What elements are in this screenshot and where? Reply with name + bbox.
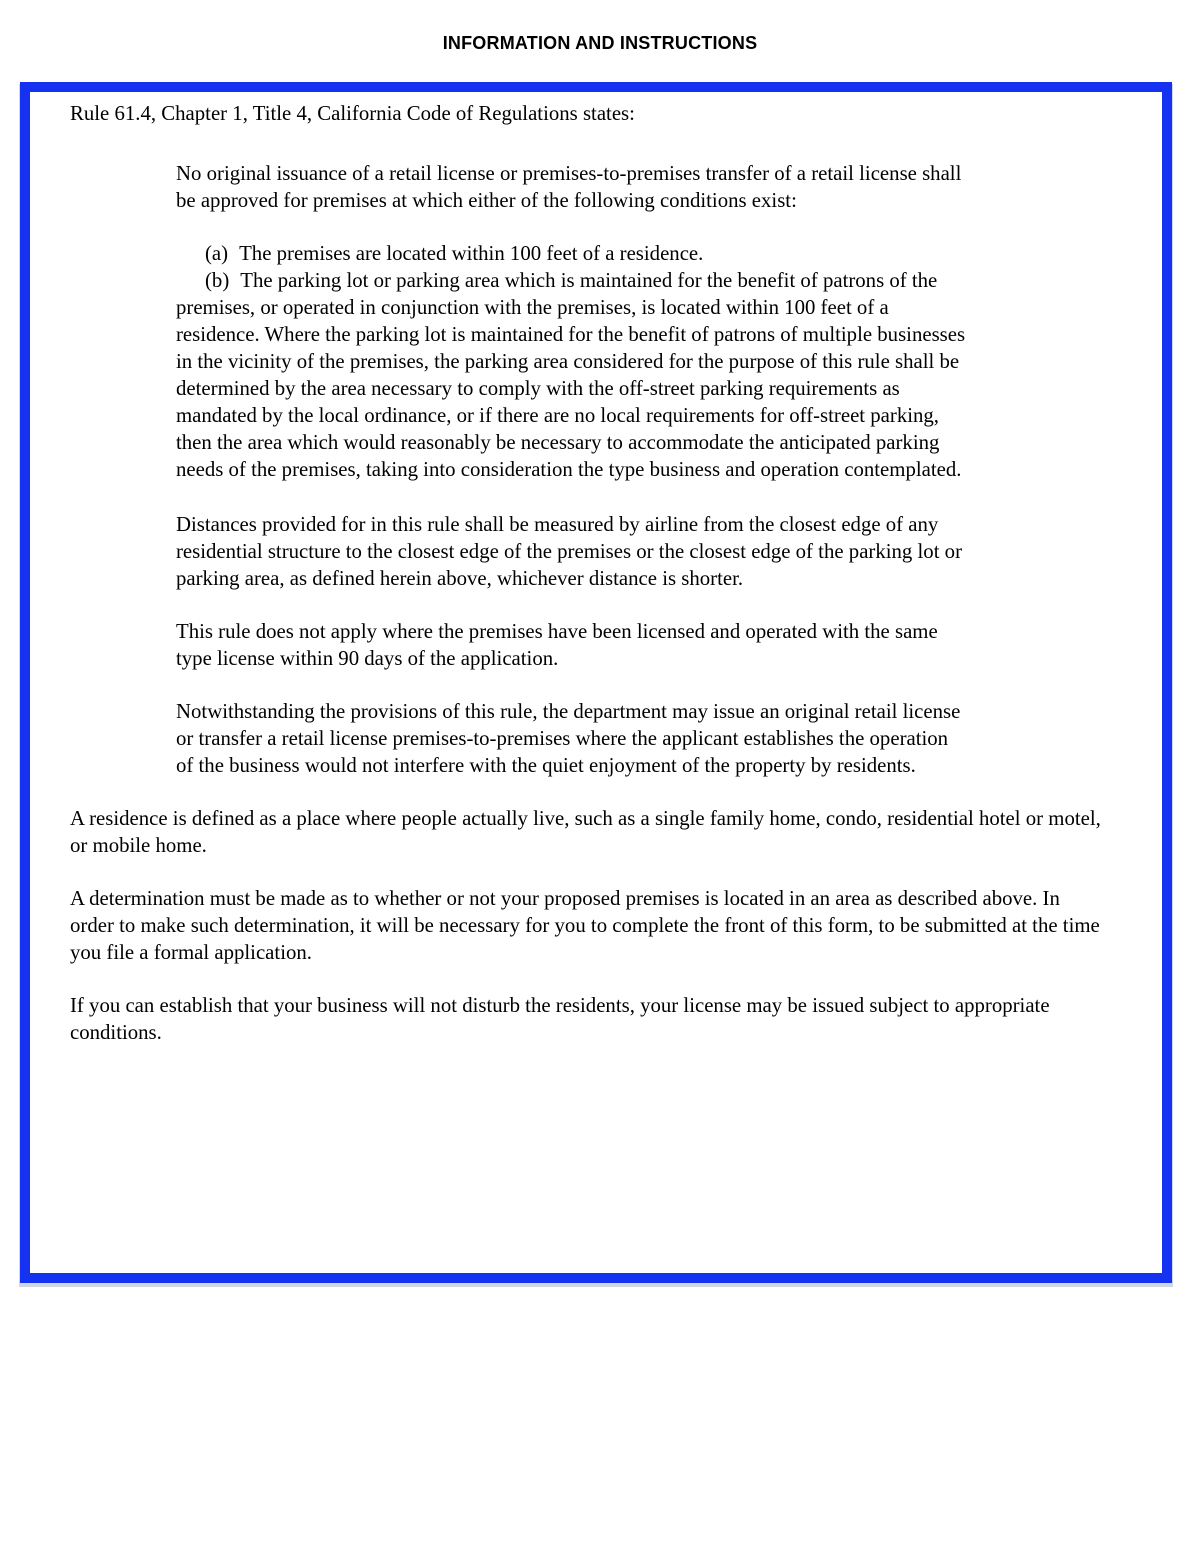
- conditions-paragraph: If you can establish that your business will not disturb the residents, your license may be issued subject to appropriate conditions.: [70, 994, 1050, 1044]
- exception-paragraph: This rule does not apply where the premises have been licensed and operated with the same type license within 90 days of the application.: [176, 620, 938, 670]
- rule-item-b-text: The parking lot or parking area which is maintained for the benefit of patrons of the premises, or operated in conjunction with the premises, is located within 100 feet of a residence. Where the parking lot is maintained for the benefit of patrons of multiple businesses in the vicinity of the premises, the parking area considered for the purpose of this rule shall be determined by the area necessary to comply with the off-street parking requirements as mandated by the local ordinance, or if there are no local requirements for off-street parking, then the area which would reasonably be necessary to accommodate the anticipated parking needs of the premises, taking into consideration the type business and operation contemplated.: [176, 269, 966, 481]
- rule-intro: Rule 61.4, Chapter 1, Title 4, California Code of Regulations states:: [70, 102, 635, 125]
- determination-paragraph: A determination must be made as to whether or not your proposed premises is located in an area as described above. In order to make such determination, it will be necessary for you to complete the front of this form, to be submitted at the time you file a formal application.: [70, 887, 1100, 964]
- rule-item-a-text: The premises are located within 100 feet of a residence.: [239, 242, 704, 265]
- rule-items: [176, 240, 1106, 483]
- page-title: INFORMATION AND INSTRUCTIONS: [442, 33, 758, 53]
- residence-definition-paragraph: A residence is defined as a place where people actually live, such as a single family home, condo, residential hotel or motel, or mobile home.: [70, 807, 1101, 857]
- rule-item-b: [176, 267, 968, 483]
- quoted-rule-block: [176, 160, 1106, 779]
- measurement-paragraph: Distances provided for in this rule shall be measured by airline from the closest edge of any residential structure to the closest edge of the premises or the closest edge of the parking lot or parking area, as defined herein above, whichever distance is shorter.: [176, 513, 962, 590]
- notwithstanding-paragraph: Notwithstanding the provisions of this rule, the department may issue an original retail license or transfer a retail license premises-to-premises where the applicant establishes the operation of the business would not interfere with the quiet enjoyment of the property by residents.: [176, 700, 961, 777]
- rule-item-a-label: (a): [205, 242, 229, 265]
- rule-opening-paragraph: No original issuance of a retail license or premises-to-premises transfer of a retail license shall be approved for premises at which either of the following conditions exist:: [176, 162, 962, 212]
- rule-item-a: [176, 240, 968, 267]
- notice-box: [20, 82, 1172, 1283]
- rule-item-b-label: (b): [205, 269, 230, 292]
